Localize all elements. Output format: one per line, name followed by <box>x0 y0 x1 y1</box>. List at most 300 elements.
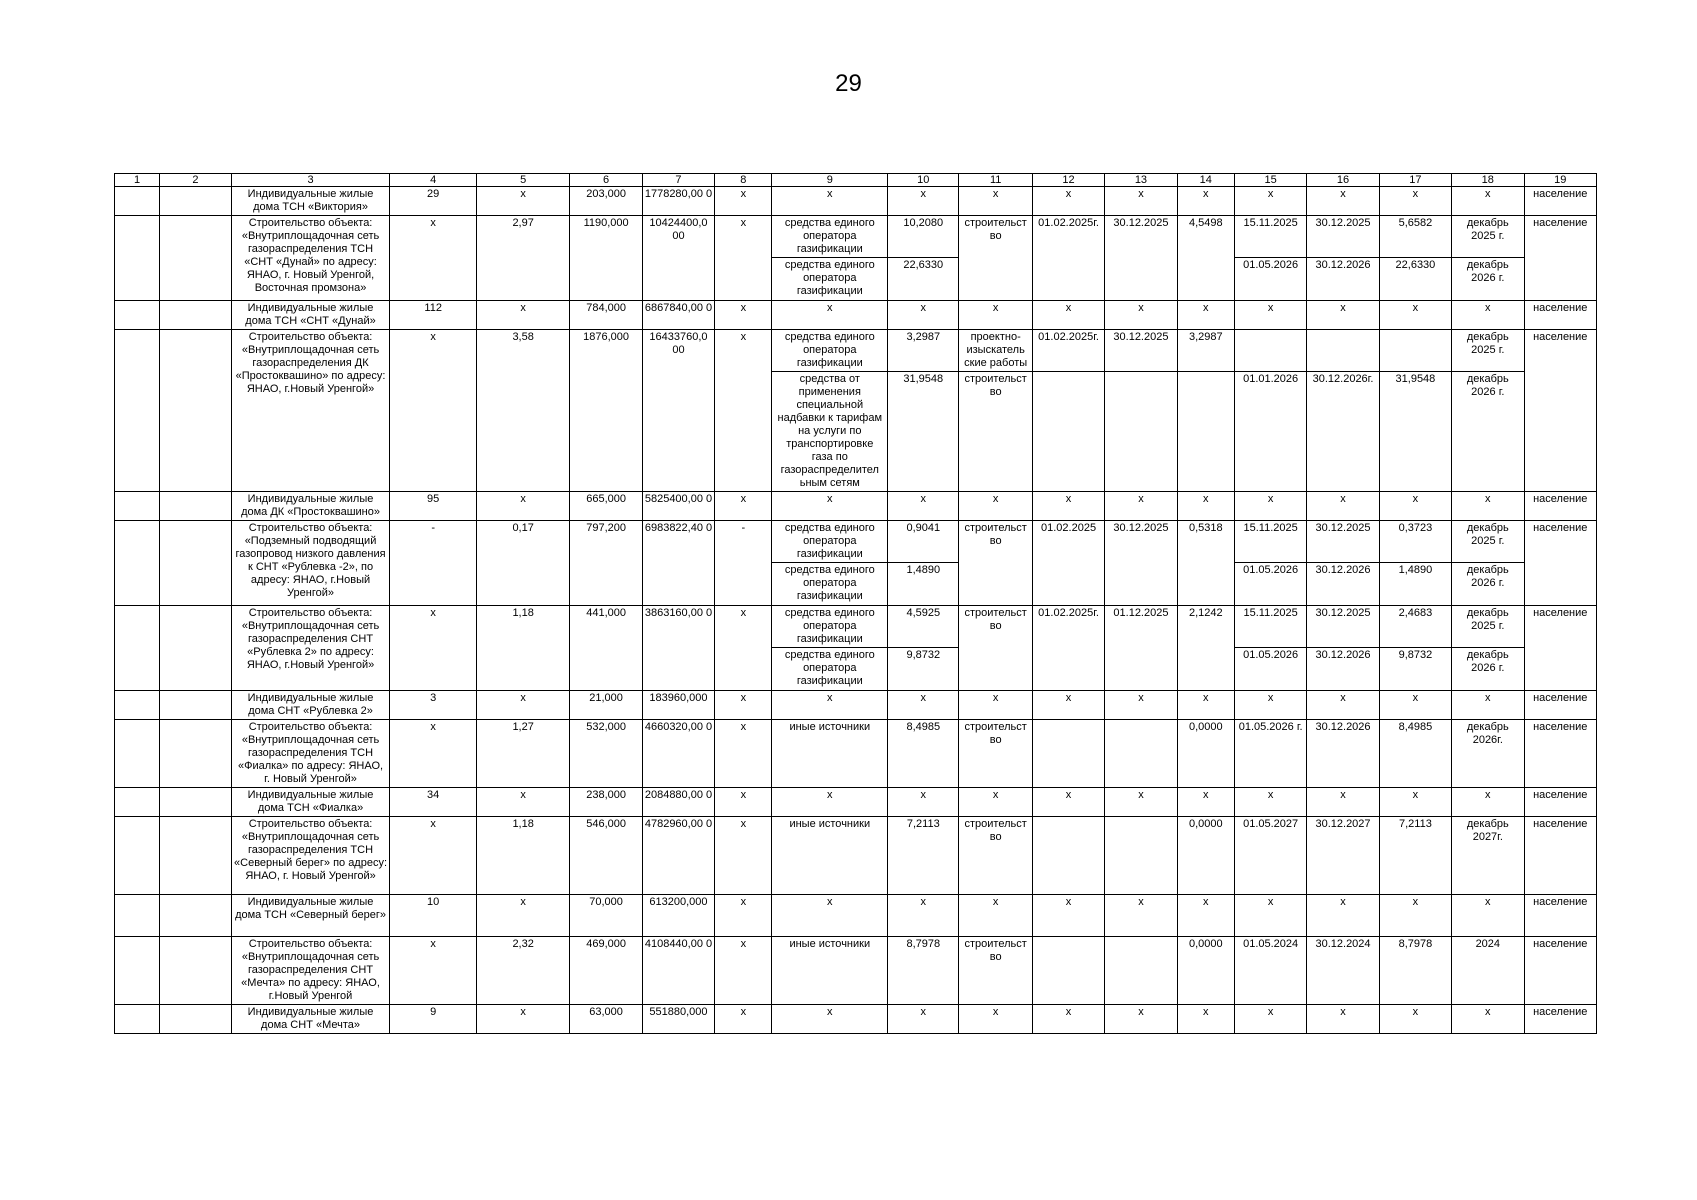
cell-code <box>160 937 231 1005</box>
column-header: 17 <box>1379 174 1451 187</box>
cell-c7: 16433760,0 00 <box>642 330 714 492</box>
cell-c16: 30.12.2026 <box>1307 720 1379 788</box>
cell-c13: х <box>1105 187 1177 216</box>
cell-c10: 3,2987 <box>888 330 959 372</box>
cell-c16: х <box>1307 788 1379 817</box>
cell-c12: 01.02.2025 <box>1032 521 1104 606</box>
cell-c17: 0,3723 <box>1379 521 1451 563</box>
cell-c7: 3863160,00 0 <box>642 606 714 691</box>
cell-c6: 1876,000 <box>570 330 642 492</box>
cell-c5: х <box>476 788 570 817</box>
column-header: 16 <box>1307 174 1379 187</box>
cell-c14: х <box>1177 895 1234 937</box>
cell-index <box>115 895 160 937</box>
cell-code <box>160 301 231 330</box>
cell-c11: строительст во <box>959 521 1032 606</box>
cell-c11: х <box>959 1005 1032 1034</box>
cell-c13: х <box>1105 1005 1177 1034</box>
cell-c15: 01.05.2026 <box>1234 258 1306 301</box>
cell-c18: декабрь 2025 г. <box>1452 606 1524 648</box>
cell-c7: 4108440,00 0 <box>642 937 714 1005</box>
cell-code <box>160 817 231 895</box>
cell-c10: 1,4890 <box>888 563 959 606</box>
cell-c3: Строительство объекта: «Внутриплощадочная сеть газораспределения СНТ «Рублевка 2» по адресу: ЯНАО, г.Новый Уренгой» <box>231 606 390 691</box>
column-header: 14 <box>1177 174 1234 187</box>
cell-c16: х <box>1307 691 1379 720</box>
cell-c12 <box>1032 937 1104 1005</box>
cell-c18: х <box>1452 1005 1524 1034</box>
cell-c11: х <box>959 895 1032 937</box>
table-row <box>115 720 1597 788</box>
cell-c19: население <box>1524 330 1597 492</box>
cell-c5: х <box>476 187 570 216</box>
cell-c14: х <box>1177 492 1234 521</box>
cell-c9: средства единого оператора газификации <box>772 258 888 301</box>
cell-c18: 2024 <box>1452 937 1524 1005</box>
header-row <box>115 174 1597 187</box>
cell-c9: х <box>772 492 888 521</box>
cell-c19: население <box>1524 817 1597 895</box>
cell-index <box>115 521 160 606</box>
column-header: 18 <box>1452 174 1524 187</box>
cell-c15: 01.05.2026 <box>1234 563 1306 606</box>
cell-index <box>115 691 160 720</box>
column-header: 4 <box>390 174 476 187</box>
cell-c11: строительст во <box>959 720 1032 788</box>
cell-c18: декабрь 2027г. <box>1452 817 1524 895</box>
cell-c18: декабрь 2026 г. <box>1452 563 1524 606</box>
cell-c6: 70,000 <box>570 895 642 937</box>
cell-c12 <box>1032 817 1104 895</box>
table-row <box>115 895 1597 937</box>
cell-c12 <box>1032 720 1104 788</box>
cell-c11: х <box>959 691 1032 720</box>
cell-c3: Индивидуальные жилые дома ТСН «Виктория» <box>231 187 390 216</box>
cell-c8: х <box>715 895 772 937</box>
table-row <box>115 187 1597 216</box>
cell-c7: 183960,000 <box>642 691 714 720</box>
cell-c17 <box>1379 330 1451 372</box>
cell-c19: население <box>1524 187 1597 216</box>
cell-c10: 7,2113 <box>888 817 959 895</box>
cell-code <box>160 606 231 691</box>
cell-code <box>160 187 231 216</box>
column-header: 6 <box>570 174 642 187</box>
cell-c14 <box>1177 372 1234 492</box>
cell-code <box>160 895 231 937</box>
cell-c3: Строительство объекта: «Подземный подводящий газопровод низкого давления к СНТ «Рублевка -2», по адресу: ЯНАО, г.Новый Уренгой» <box>231 521 390 606</box>
cell-c12: 01.02.2025г. <box>1032 606 1104 691</box>
cell-c19: население <box>1524 895 1597 937</box>
cell-c16: х <box>1307 492 1379 521</box>
cell-c3: Строительство объекта: «Внутриплощадочная сеть газораспределения ТСН «СНТ «Дунай» по адресу: ЯНАО, г. Новый Уренгой, Восточная промзона» <box>231 216 390 301</box>
column-header: 3 <box>231 174 390 187</box>
column-header: 2 <box>160 174 231 187</box>
cell-c17: 7,2113 <box>1379 817 1451 895</box>
cell-code <box>160 330 231 492</box>
cell-c15: 01.05.2026 г. <box>1234 720 1306 788</box>
cell-c8: х <box>715 817 772 895</box>
cell-c9: средства единого оператора газификации <box>772 216 888 258</box>
cell-c15: х <box>1234 187 1306 216</box>
cell-c14: х <box>1177 187 1234 216</box>
cell-c15: 15.11.2025 <box>1234 521 1306 563</box>
cell-c15: х <box>1234 492 1306 521</box>
cell-c7: 613200,000 <box>642 895 714 937</box>
cell-c5: х <box>476 301 570 330</box>
cell-c6: 665,000 <box>570 492 642 521</box>
cell-c10: х <box>888 187 959 216</box>
table-row <box>115 788 1597 817</box>
cell-c4: х <box>390 720 476 788</box>
cell-c17: 31,9548 <box>1379 372 1451 492</box>
cell-c10: х <box>888 492 959 521</box>
cell-c3: Строительство объекта: «Внутриплощадочная сеть газораспределения СНТ «Мечта» по адресу: ЯНАО, г.Новый Уренгой <box>231 937 390 1005</box>
cell-c17: х <box>1379 1005 1451 1034</box>
cell-c19: население <box>1524 937 1597 1005</box>
cell-c9: средства единого оператора газификации <box>772 648 888 691</box>
cell-c9: х <box>772 301 888 330</box>
cell-c11: строительст во <box>959 817 1032 895</box>
cell-c3: Строительство объекта: «Внутриплощадочная сеть газораспределения ДК «Простоквашино» по адресу: ЯНАО, г.Новый Уренгой» <box>231 330 390 492</box>
cell-c14: 0,5318 <box>1177 521 1234 606</box>
cell-c9: средства единого оператора газификации <box>772 563 888 606</box>
cell-c17: 8,7978 <box>1379 937 1451 1005</box>
cell-index <box>115 187 160 216</box>
table-row <box>115 216 1597 258</box>
cell-c16: 30.12.2026г. <box>1307 372 1379 492</box>
cell-c12: х <box>1032 691 1104 720</box>
cell-index <box>115 937 160 1005</box>
cell-c14: 0,0000 <box>1177 720 1234 788</box>
column-header: 12 <box>1032 174 1104 187</box>
cell-c3: Индивидуальные жилые дома СНТ «Рублевка 2» <box>231 691 390 720</box>
cell-c18: х <box>1452 895 1524 937</box>
cell-c7: 1778280,00 0 <box>642 187 714 216</box>
cell-c18: декабрь 2026г. <box>1452 720 1524 788</box>
cell-c17: х <box>1379 301 1451 330</box>
cell-c5: х <box>476 691 570 720</box>
cell-c5: 3,58 <box>476 330 570 492</box>
cell-code <box>160 521 231 606</box>
column-header: 7 <box>642 174 714 187</box>
cell-c7: 4782960,00 0 <box>642 817 714 895</box>
cell-c5: 1,18 <box>476 606 570 691</box>
cell-c8: х <box>715 301 772 330</box>
cell-c11: строительст во <box>959 216 1032 301</box>
cell-c11: строительст во <box>959 937 1032 1005</box>
cell-c15: х <box>1234 691 1306 720</box>
cell-c9: х <box>772 895 888 937</box>
cell-c18: х <box>1452 301 1524 330</box>
table-row <box>115 937 1597 1005</box>
cell-c12: х <box>1032 1005 1104 1034</box>
cell-c9: иные источники <box>772 720 888 788</box>
cell-c6: 469,000 <box>570 937 642 1005</box>
cell-c5: 2,32 <box>476 937 570 1005</box>
cell-c5: х <box>476 895 570 937</box>
cell-c17: х <box>1379 895 1451 937</box>
cell-c14: 0,0000 <box>1177 817 1234 895</box>
cell-c17: 9,8732 <box>1379 648 1451 691</box>
cell-c19: население <box>1524 720 1597 788</box>
cell-c11: строительст во <box>959 606 1032 691</box>
cell-c8: - <box>715 521 772 606</box>
cell-c16: х <box>1307 187 1379 216</box>
cell-c9: х <box>772 1005 888 1034</box>
cell-c4: - <box>390 521 476 606</box>
cell-c10: 4,5925 <box>888 606 959 648</box>
cell-code <box>160 788 231 817</box>
cell-c13 <box>1105 817 1177 895</box>
cell-c9: х <box>772 187 888 216</box>
cell-c7: 10424400,0 00 <box>642 216 714 301</box>
cell-c4: 34 <box>390 788 476 817</box>
cell-c9: средства единого оператора газификации <box>772 521 888 563</box>
cell-c17: х <box>1379 492 1451 521</box>
cell-c18: декабрь 2026 г. <box>1452 372 1524 492</box>
cell-c11: х <box>959 492 1032 521</box>
cell-c12: 01.02.2025г. <box>1032 330 1104 372</box>
table-row <box>115 691 1597 720</box>
cell-c10: 10,2080 <box>888 216 959 258</box>
cell-c16: 30.12.2025 <box>1307 521 1379 563</box>
cell-code <box>160 492 231 521</box>
cell-c14: 2,1242 <box>1177 606 1234 691</box>
cell-c15: 01.05.2027 <box>1234 817 1306 895</box>
cell-c10: х <box>888 895 959 937</box>
cell-c15 <box>1234 330 1306 372</box>
cell-c8: х <box>715 492 772 521</box>
cell-c18: декабрь 2026 г. <box>1452 648 1524 691</box>
cell-c12: х <box>1032 301 1104 330</box>
cell-c15: 01.05.2024 <box>1234 937 1306 1005</box>
cell-c19: население <box>1524 788 1597 817</box>
column-header: 9 <box>772 174 888 187</box>
column-header: 8 <box>715 174 772 187</box>
cell-c14: 0,0000 <box>1177 937 1234 1005</box>
cell-c13: 30.12.2025 <box>1105 330 1177 372</box>
cell-c19: население <box>1524 301 1597 330</box>
table-row <box>115 521 1597 563</box>
cell-c16: 30.12.2026 <box>1307 258 1379 301</box>
cell-c15: х <box>1234 788 1306 817</box>
cell-c18: декабрь 2025 г. <box>1452 216 1524 258</box>
cell-c16: 30.12.2026 <box>1307 648 1379 691</box>
cell-index <box>115 492 160 521</box>
cell-c6: 797,200 <box>570 521 642 606</box>
cell-c16: х <box>1307 1005 1379 1034</box>
cell-c18: декабрь 2026 г. <box>1452 258 1524 301</box>
cell-c5: 2,97 <box>476 216 570 301</box>
cell-c14: х <box>1177 1005 1234 1034</box>
cell-c8: х <box>715 720 772 788</box>
cell-c11: х <box>959 187 1032 216</box>
cell-c16: 30.12.2026 <box>1307 563 1379 606</box>
cell-c5: 0,17 <box>476 521 570 606</box>
cell-c16: 30.12.2027 <box>1307 817 1379 895</box>
cell-c9: средства единого оператора газификации <box>772 606 888 648</box>
cell-c4: 29 <box>390 187 476 216</box>
cell-c8: х <box>715 216 772 301</box>
cell-c11: х <box>959 301 1032 330</box>
cell-c12: х <box>1032 895 1104 937</box>
cell-c10: 9,8732 <box>888 648 959 691</box>
cell-c16: 30.12.2025 <box>1307 606 1379 648</box>
cell-c11: х <box>959 788 1032 817</box>
cell-c6: 238,000 <box>570 788 642 817</box>
cell-c10: х <box>888 301 959 330</box>
cell-c3: Строительство объекта: «Внутриплощадочная сеть газораспределения ТСН «Фиалка» по адресу: ЯНАО, г. Новый Уренгой» <box>231 720 390 788</box>
cell-index <box>115 301 160 330</box>
cell-index <box>115 817 160 895</box>
cell-c12: 01.02.2025г. <box>1032 216 1104 301</box>
table-row <box>115 1005 1597 1034</box>
cell-c8: х <box>715 788 772 817</box>
cell-c6: 21,000 <box>570 691 642 720</box>
cell-c13: х <box>1105 492 1177 521</box>
cell-c8: х <box>715 606 772 691</box>
cell-c9: х <box>772 788 888 817</box>
cell-c6: 441,000 <box>570 606 642 691</box>
cell-c6: 1190,000 <box>570 216 642 301</box>
cell-c7: 2084880,00 0 <box>642 788 714 817</box>
cell-c13: х <box>1105 895 1177 937</box>
cell-c18: х <box>1452 187 1524 216</box>
cell-c12: х <box>1032 492 1104 521</box>
cell-c5: х <box>476 492 570 521</box>
cell-c13: х <box>1105 301 1177 330</box>
cell-c13: 30.12.2025 <box>1105 521 1177 606</box>
cell-c8: х <box>715 691 772 720</box>
cell-c10: 8,4985 <box>888 720 959 788</box>
table-row <box>115 301 1597 330</box>
cell-code <box>160 720 231 788</box>
cell-index <box>115 606 160 691</box>
column-header: 19 <box>1524 174 1597 187</box>
column-header: 5 <box>476 174 570 187</box>
cell-index <box>115 216 160 301</box>
cell-c3: Индивидуальные жилые дома ТСН «Северный берег» <box>231 895 390 937</box>
cell-c8: х <box>715 330 772 492</box>
cell-c12 <box>1032 372 1104 492</box>
column-header: 1 <box>115 174 160 187</box>
cell-c9: х <box>772 691 888 720</box>
cell-c3: Индивидуальные жилые дома ДК «Простоквашино» <box>231 492 390 521</box>
cell-c4: х <box>390 216 476 301</box>
cell-index <box>115 720 160 788</box>
cell-c14: х <box>1177 691 1234 720</box>
cell-code <box>160 691 231 720</box>
cell-c19: население <box>1524 492 1597 521</box>
cell-c9: иные источники <box>772 817 888 895</box>
cell-c17: 22,6330 <box>1379 258 1451 301</box>
cell-c3: Индивидуальные жилые дома ТСН «Фиалка» <box>231 788 390 817</box>
cell-c17: х <box>1379 187 1451 216</box>
table-row <box>115 492 1597 521</box>
cell-c4: х <box>390 817 476 895</box>
cell-index <box>115 1005 160 1034</box>
cell-c15: 15.11.2025 <box>1234 216 1306 258</box>
cell-c14: х <box>1177 301 1234 330</box>
cell-c16: 30.12.2025 <box>1307 216 1379 258</box>
cell-c17: 2,4683 <box>1379 606 1451 648</box>
cell-c10: 0,9041 <box>888 521 959 563</box>
gasification-table <box>114 173 1597 1034</box>
cell-c16: х <box>1307 895 1379 937</box>
cell-c8: х <box>715 187 772 216</box>
column-header: 13 <box>1105 174 1177 187</box>
cell-c10: х <box>888 1005 959 1034</box>
cell-c6: 546,000 <box>570 817 642 895</box>
cell-c13: 30.12.2025 <box>1105 216 1177 301</box>
cell-c19: население <box>1524 1005 1597 1034</box>
cell-c6: 532,000 <box>570 720 642 788</box>
cell-c5: 1,27 <box>476 720 570 788</box>
column-header: 10 <box>888 174 959 187</box>
cell-c3: Индивидуальные жилые дома СНТ «Мечта» <box>231 1005 390 1034</box>
cell-c9: иные источники <box>772 937 888 1005</box>
cell-c18: декабрь 2025 г. <box>1452 330 1524 372</box>
cell-index <box>115 330 160 492</box>
cell-c10: 22,6330 <box>888 258 959 301</box>
cell-index <box>115 788 160 817</box>
cell-c16: х <box>1307 301 1379 330</box>
cell-c6: 784,000 <box>570 301 642 330</box>
cell-c9: средства единого оператора газификации <box>772 330 888 372</box>
table-row <box>115 606 1597 648</box>
cell-c9: средства от применения специальной надбавки к тарифам на услуги по транспортировке газа по газораспределител ьным сетям <box>772 372 888 492</box>
cell-c14: х <box>1177 788 1234 817</box>
cell-c7: 5825400,00 0 <box>642 492 714 521</box>
cell-c15: х <box>1234 1005 1306 1034</box>
cell-c14: 4,5498 <box>1177 216 1234 301</box>
cell-c14: 3,2987 <box>1177 330 1234 372</box>
cell-c17: х <box>1379 788 1451 817</box>
cell-c7: 4660320,00 0 <box>642 720 714 788</box>
cell-c7: 6867840,00 0 <box>642 301 714 330</box>
cell-c7: 551880,000 <box>642 1005 714 1034</box>
cell-c13: х <box>1105 788 1177 817</box>
cell-c11: проектно-изыскатель ские работы <box>959 330 1032 372</box>
cell-c10: х <box>888 788 959 817</box>
cell-c6: 63,000 <box>570 1005 642 1034</box>
cell-c13 <box>1105 720 1177 788</box>
cell-c5: х <box>476 1005 570 1034</box>
page-number: 29 <box>835 70 862 97</box>
cell-code <box>160 1005 231 1034</box>
cell-c13: х <box>1105 691 1177 720</box>
cell-code <box>160 216 231 301</box>
cell-c4: 9 <box>390 1005 476 1034</box>
cell-c7: 6983822,40 0 <box>642 521 714 606</box>
cell-c4: х <box>390 330 476 492</box>
cell-c3: Индивидуальные жилые дома ТСН «СНТ «Дунай» <box>231 301 390 330</box>
cell-c4: 10 <box>390 895 476 937</box>
cell-c15: 01.05.2026 <box>1234 648 1306 691</box>
column-header: 11 <box>959 174 1032 187</box>
cell-c17: х <box>1379 691 1451 720</box>
cell-c10: 31,9548 <box>888 372 959 492</box>
cell-c17: 5,6582 <box>1379 216 1451 258</box>
cell-c15: х <box>1234 301 1306 330</box>
cell-c8: х <box>715 937 772 1005</box>
cell-c13 <box>1105 372 1177 492</box>
cell-c4: 95 <box>390 492 476 521</box>
cell-c10: х <box>888 691 959 720</box>
cell-c15: 15.11.2025 <box>1234 606 1306 648</box>
cell-c19: население <box>1524 216 1597 301</box>
